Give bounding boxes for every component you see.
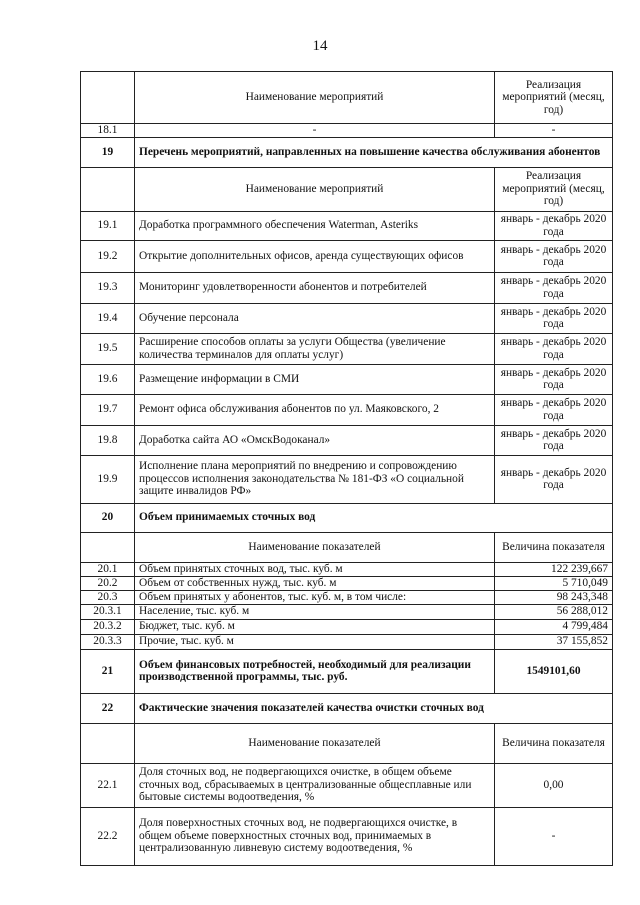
row-name: - bbox=[135, 124, 495, 138]
section-title: Фактические значения показателей качества очистки сточных вод bbox=[135, 693, 613, 723]
row-number: 20.3 bbox=[81, 590, 135, 604]
value-header: Величина показателя bbox=[495, 723, 613, 763]
table-row bbox=[81, 634, 613, 649]
row-name: Доработка программного обеспечения Waterman, Asteriks bbox=[135, 211, 495, 240]
row-name: Ремонт офиса обслуживания абонентов по ул. Маяковского, 2 bbox=[135, 394, 495, 425]
row-impl: январь - декабрь 2020 года bbox=[495, 272, 613, 303]
row-impl: январь - декабрь 2020 года bbox=[495, 211, 613, 240]
subheader-row bbox=[81, 167, 613, 211]
row-impl: январь - декабрь 2020 года bbox=[495, 303, 613, 333]
row-number: 19.5 bbox=[81, 333, 135, 364]
row-name: Доля поверхностных сточных вод, не подвергающихся очистке, в общем объеме поверхностных сточных вод, принимаемых в централизованную ливневую систему водоотведения, % bbox=[135, 807, 495, 865]
row-impl: январь - декабрь 2020 года bbox=[495, 240, 613, 272]
name-header: Наименование мероприятий bbox=[135, 72, 495, 124]
section-title: Перечень мероприятий, направленных на повышение качества обслуживания абонентов bbox=[135, 137, 613, 167]
row-impl: январь - декабрь 2020 года bbox=[495, 425, 613, 455]
page-number: 14 bbox=[312, 38, 328, 54]
section-title: Объем финансовых потребностей, необходимый для реализации производственной программы, тыс. руб. bbox=[135, 649, 495, 693]
table-row bbox=[81, 303, 613, 333]
row-number: 20.3.3 bbox=[81, 634, 135, 649]
row-number: 19.4 bbox=[81, 303, 135, 333]
row-name: Доля сточных вод, не подвергающихся очистке, в общем объеме сточных вод, сбрасываемых в централизованные общесплавные или бытовые системы водоотведения, % bbox=[135, 763, 495, 807]
table-row bbox=[81, 590, 613, 604]
row-value: 5 710,049 bbox=[495, 576, 613, 590]
row-name: Расширение способов оплаты за услуги Общества (увеличение количества терминалов для оплаты услуг) bbox=[135, 333, 495, 364]
section-title: Объем принимаемых сточных вод bbox=[135, 503, 613, 532]
row-name: Население, тыс. куб. м bbox=[135, 604, 495, 619]
subheader-row bbox=[81, 532, 613, 562]
table-row bbox=[81, 576, 613, 590]
row-name: Открытие дополнительных офисов, аренда существующих офисов bbox=[135, 240, 495, 272]
row-name: Размещение информации в СМИ bbox=[135, 364, 495, 394]
row-number: 19.9 bbox=[81, 455, 135, 503]
num-header-cell bbox=[81, 167, 135, 211]
table-row bbox=[81, 455, 613, 503]
table-row bbox=[81, 763, 613, 807]
row-number: 22.1 bbox=[81, 763, 135, 807]
row-value: - bbox=[495, 807, 613, 865]
impl-header: Реализация мероприятий (месяц, год) bbox=[495, 167, 613, 211]
section-row bbox=[81, 693, 613, 723]
row-name: Исполнение плана мероприятий по внедрению и сопровождению процессов исполнения законодательства № 181-ФЗ «О социальной защите инвалидов РФ» bbox=[135, 455, 495, 503]
row-name: Объем от собственных нужд, тыс. куб. м bbox=[135, 576, 495, 590]
value-header: Величина показателя bbox=[495, 532, 613, 562]
table-row bbox=[81, 619, 613, 634]
row-number: 19.1 bbox=[81, 211, 135, 240]
section-number: 19 bbox=[81, 137, 135, 167]
row-name: Обучение персонала bbox=[135, 303, 495, 333]
document-table bbox=[80, 71, 613, 866]
row-impl: январь - декабрь 2020 года bbox=[495, 394, 613, 425]
section-number: 20 bbox=[81, 503, 135, 532]
row-number: 19.8 bbox=[81, 425, 135, 455]
row-impl: январь - декабрь 2020 года bbox=[495, 455, 613, 503]
row-number: 20.2 bbox=[81, 576, 135, 590]
table-header-row bbox=[81, 72, 613, 124]
row-name: Прочие, тыс. куб. м bbox=[135, 634, 495, 649]
name-header: Наименование показателей bbox=[135, 532, 495, 562]
table-row bbox=[81, 333, 613, 364]
row-value: 98 243,348 bbox=[495, 590, 613, 604]
table-row bbox=[81, 562, 613, 576]
row-number: 20.3.1 bbox=[81, 604, 135, 619]
row-impl: - bbox=[495, 124, 613, 138]
row-name: Бюджет, тыс. куб. м bbox=[135, 619, 495, 634]
row-name: Объем принятых сточных вод, тыс. куб. м bbox=[135, 562, 495, 576]
table-row bbox=[81, 124, 613, 138]
row-number: 20.3.2 bbox=[81, 619, 135, 634]
section-row bbox=[81, 503, 613, 532]
num-header-cell bbox=[81, 72, 135, 124]
row-number: 20.1 bbox=[81, 562, 135, 576]
row-value: 0,00 bbox=[495, 763, 613, 807]
section-row bbox=[81, 137, 613, 167]
row-number: 22.2 bbox=[81, 807, 135, 865]
row-number: 18.1 bbox=[81, 124, 135, 138]
table-row bbox=[81, 807, 613, 865]
name-header: Наименование мероприятий bbox=[135, 167, 495, 211]
num-header-cell bbox=[81, 532, 135, 562]
row-impl: январь - декабрь 2020 года bbox=[495, 333, 613, 364]
section-number: 21 bbox=[81, 649, 135, 693]
table-row bbox=[81, 425, 613, 455]
table-row bbox=[81, 240, 613, 272]
subheader-row bbox=[81, 723, 613, 763]
table-row bbox=[81, 272, 613, 303]
num-header-cell bbox=[81, 723, 135, 763]
section-number: 22 bbox=[81, 693, 135, 723]
table-row bbox=[81, 211, 613, 240]
section-value: 1549101,60 bbox=[495, 649, 613, 693]
row-number: 19.2 bbox=[81, 240, 135, 272]
impl-header: Реализация мероприятий (месяц, год) bbox=[495, 72, 613, 124]
row-name: Доработка сайта АО «ОмскВодоканал» bbox=[135, 425, 495, 455]
table-row bbox=[81, 364, 613, 394]
row-number: 19.3 bbox=[81, 272, 135, 303]
row-value: 122 239,667 bbox=[495, 562, 613, 576]
row-name: Объем принятых у абонентов, тыс. куб. м, в том числе: bbox=[135, 590, 495, 604]
row-impl: январь - декабрь 2020 года bbox=[495, 364, 613, 394]
row-value: 56 288,012 bbox=[495, 604, 613, 619]
row-value: 4 799,484 bbox=[495, 619, 613, 634]
section-row bbox=[81, 649, 613, 693]
table-row bbox=[81, 604, 613, 619]
name-header: Наименование показателей bbox=[135, 723, 495, 763]
row-name: Мониторинг удовлетворенности абонентов и потребителей bbox=[135, 272, 495, 303]
row-number: 19.7 bbox=[81, 394, 135, 425]
row-number: 19.6 bbox=[81, 364, 135, 394]
table-row bbox=[81, 394, 613, 425]
row-value: 37 155,852 bbox=[495, 634, 613, 649]
